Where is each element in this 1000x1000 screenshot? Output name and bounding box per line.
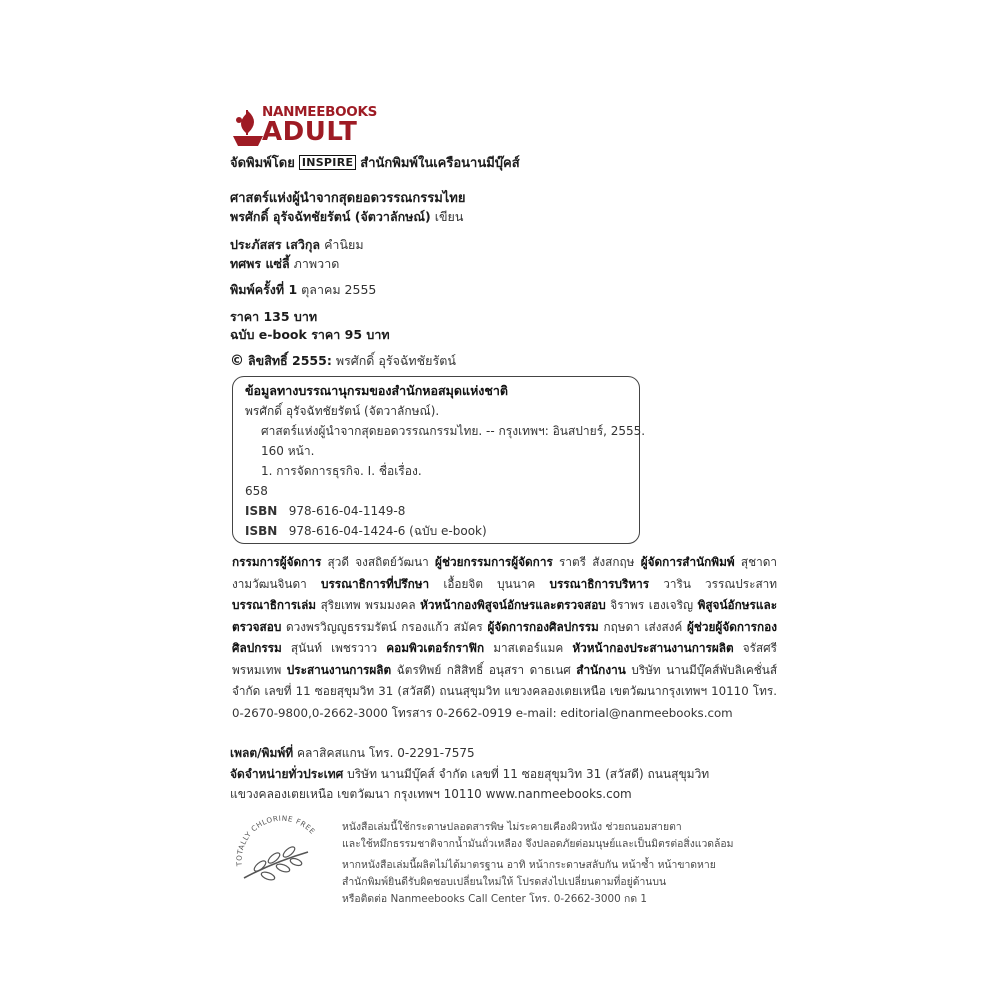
printing-label: เพลต/พิมพ์ที่ xyxy=(230,746,294,760)
author-role: เขียน xyxy=(434,209,464,224)
illustrator-line xyxy=(230,255,339,273)
credit-role: คอมพิวเตอร์กราฟิก xyxy=(386,641,485,655)
copyright-line xyxy=(230,352,456,370)
cip-class: 658 xyxy=(245,484,268,498)
cip-isbn-1 xyxy=(245,503,405,519)
credit-role: สำนักงาน xyxy=(576,662,626,677)
credit-name: บริษัท นานมีบุ๊คส์พับลิเคชั่นส์ จำกัด เลขที่ 11 ซอยสุขุมวิท 31 (สวัสดี) ถนนสุขุมวิท แขวงคลองเตยเหนือ เขตวัฒนากรุงเทพฯ 10110 โทร. 0-2670-9800,0-2662-3000 โทรสาร 0-2662-0919 e-mail: editorial@nanmeebooks.com xyxy=(232,662,778,720)
credit-name: มาสเตอร์แมค xyxy=(493,641,564,655)
cip-subjects: 1. การจัดการธุรกิจ. I. ชื่อเรื่อง. xyxy=(261,464,422,478)
illustrator-role: ภาพวาด xyxy=(293,256,340,271)
printing-line xyxy=(230,744,475,762)
ship-icon xyxy=(230,106,266,148)
credit-name: จิราพร เฮงเจริญ xyxy=(610,598,694,612)
credit-role: บรรณาธิการบริหาร xyxy=(549,576,650,591)
copyright-icon: © xyxy=(230,353,244,369)
price: ราคา 135 บาท xyxy=(230,309,318,324)
foreword-name: ประภัสสร เสวิกุล xyxy=(230,237,321,252)
edition-date: ตุลาคม 2555 xyxy=(301,282,377,297)
credit-role: หัวหน้ากองประสานงานการผลิต xyxy=(572,641,734,655)
credit-name: สุชาดา งามวัฒนจินดา xyxy=(232,555,777,591)
book-title: ศาสตร์แห่งผู้นำจากสุดยอดวรรณกรรมไทย xyxy=(230,191,466,206)
isbn-value: 978-616-04-1149-8 xyxy=(288,504,406,518)
publisher-prefix: จัดพิมพ์โดย xyxy=(230,156,295,171)
credit-role: กรรมการผู้จัดการ xyxy=(232,555,322,569)
foreword-role: คำนิยม xyxy=(324,237,364,252)
credit-name: เอื้อยจิต บุนนาค xyxy=(443,576,536,591)
publisher-line xyxy=(230,155,520,173)
distribution-address: บริษัท นานมีบุ๊คส์ จำกัด เลขที่ 11 ซอยสุขุมวิท 31 (สวัสดี) ถนนสุขุมวิท xyxy=(347,767,710,781)
credit-role: ผู้ช่วยกรรมการผู้จัดการ xyxy=(435,555,553,569)
foreword-line xyxy=(230,236,364,254)
isbn-value: 978-616-04-1424-6 (ฉบับ e-book) xyxy=(288,524,487,538)
eco-notice-line-1: หนังสือเล่มนี้ใช้กระดาษปลอดสารพิษ ไม่ระคายเคืองผิวหนัง ช่วยถนอมสายตา xyxy=(342,821,682,833)
eco-notice-line-5: หรือติดต่อ Nanmeebooks Call Center โทร. 0-2662-3000 กด 1 xyxy=(342,893,647,905)
illustrator-name: ทศพร แซ่ลี้ xyxy=(230,256,290,271)
edition-label: พิมพ์ครั้งที่ 1 xyxy=(230,282,298,297)
publisher-suffix: สำนักพิมพ์ในเครือนานมีบุ๊คส์ xyxy=(360,156,520,171)
isbn-label: ISBN xyxy=(245,504,278,518)
credit-name: วาริน วรรณประสาท xyxy=(663,576,778,591)
badge-text: TOTALLY CHLORINE FREE xyxy=(234,813,318,867)
credit-role: พิสูจน์อักษรและตรวจสอบ xyxy=(232,598,778,634)
copyright-holder: พรศักดิ์ อุรัจฉัทชัยรัตน์ xyxy=(335,353,456,368)
credit-name: ราตรี สังสกฤษ xyxy=(559,555,635,569)
ebook-price: ราคา 95 บาท xyxy=(311,327,390,342)
credit-name: ฉัตรทิพย์ กสิสิทธิ์ อนุสรา ดาธเนศ xyxy=(396,662,571,677)
distribution-label: จัดจำหน่ายทั่วประเทศ xyxy=(230,767,344,781)
cip-author: พรศักดิ์ อุรัจฉัทชัยรัตน์ (จัตวาลักษณ์). xyxy=(245,404,440,418)
cip-pages: 160 หน้า. xyxy=(261,444,315,458)
eco-notice-line-3: หากหนังสือเล่มนี้ผลิตไม่ได้มาตรฐาน อาทิ หน้ากระดาษสลับกัน หน้าซ้ำ หน้าขาดหาย xyxy=(342,859,716,871)
credit-role: ผู้จัดการกองศิลปกรรม xyxy=(487,619,599,634)
copyright-label: ลิขสิทธิ์ 2555: xyxy=(247,353,332,368)
ebook-label: ฉบับ e-book xyxy=(230,327,307,342)
credit-name: สุริยเทพ พรมมงคล xyxy=(320,598,416,612)
credit-role: ผู้ช่วยผู้จัดการกองศิลปกรรม xyxy=(232,619,778,655)
eco-notice-line-4: สำนักพิมพ์ยินดีรับผิดชอบเปลี่ยนใหม่ให้ โปรดส่งไปเปลี่ยนตามที่อยู่ด้านบน xyxy=(342,876,667,888)
distribution-line-1 xyxy=(230,765,709,783)
credit-name: สุนันท์ เพชรวาว xyxy=(290,641,378,655)
author-name: พรศักดิ์ อุรัจฉัทชัยรัตน์ (จัตวาลักษณ์) xyxy=(230,209,431,224)
credit-name: จรัสศรี พรหมเทพ xyxy=(232,641,778,677)
logo-brand: NANMEEBOOKS xyxy=(262,104,378,120)
cip-box xyxy=(232,376,646,544)
printing-value: คลาสิคสแกน โทร. 0-2291-7575 xyxy=(297,746,475,760)
cip-isbn-2 xyxy=(245,523,487,539)
edition-line xyxy=(230,281,376,299)
staff-credits xyxy=(232,552,777,724)
credit-name: กฤษดา เส่งสงค์ xyxy=(603,619,683,634)
cip-title: ศาสตร์แห่งผู้นำจากสุดยอดวรรณกรรมไทย. -- กรุงเทพฯ: อินสปายร์, 2555. xyxy=(261,424,646,438)
inspire-logo: INSPIRE xyxy=(299,155,356,170)
credit-name: สุวดี จงสถิตย์วัฒนา xyxy=(327,555,429,569)
ebook-price-line xyxy=(230,326,390,344)
eco-notice-line-2: และใช้หมึกธรรมชาติจากน้ำมันถั่วเหลือง จึงปลอดภัยต่อมนุษย์และเป็นมิตรต่อสิ่งแวดล้อม xyxy=(342,838,734,850)
credit-role: บรรณาธิการที่ปรึกษา xyxy=(320,576,430,591)
chlorine-free-badge-icon xyxy=(230,810,330,890)
credit-role: หัวหน้ากองพิสูจน์อักษรและตรวจสอบ xyxy=(420,598,606,612)
cip-heading: ข้อมูลทางบรรณานุกรมของสำนักหอสมุดแห่งชาติ xyxy=(245,383,509,398)
author-line xyxy=(230,208,463,226)
publisher-logo xyxy=(230,104,390,152)
logo-imprint: ADULT xyxy=(262,117,358,147)
credit-role: ผู้จัดการสำนักพิมพ์ xyxy=(640,555,735,569)
credit-role: ประสานงานการผลิต xyxy=(286,662,392,677)
credit-name: ดวงพรวิญญูธรรมรัตน์ กรองแก้ว สมัคร xyxy=(285,619,483,634)
isbn-label: ISBN xyxy=(245,524,278,538)
distribution-line-2: แขวงคลองเตยเหนือ เขตวัฒนา กรุงเทพฯ 10110 www.nanmeebooks.com xyxy=(230,787,632,801)
svg-text:TOTALLY CHLORINE FREE xyxy=(235,814,318,868)
credit-role: บรรณาธิการเล่ม xyxy=(232,598,317,612)
